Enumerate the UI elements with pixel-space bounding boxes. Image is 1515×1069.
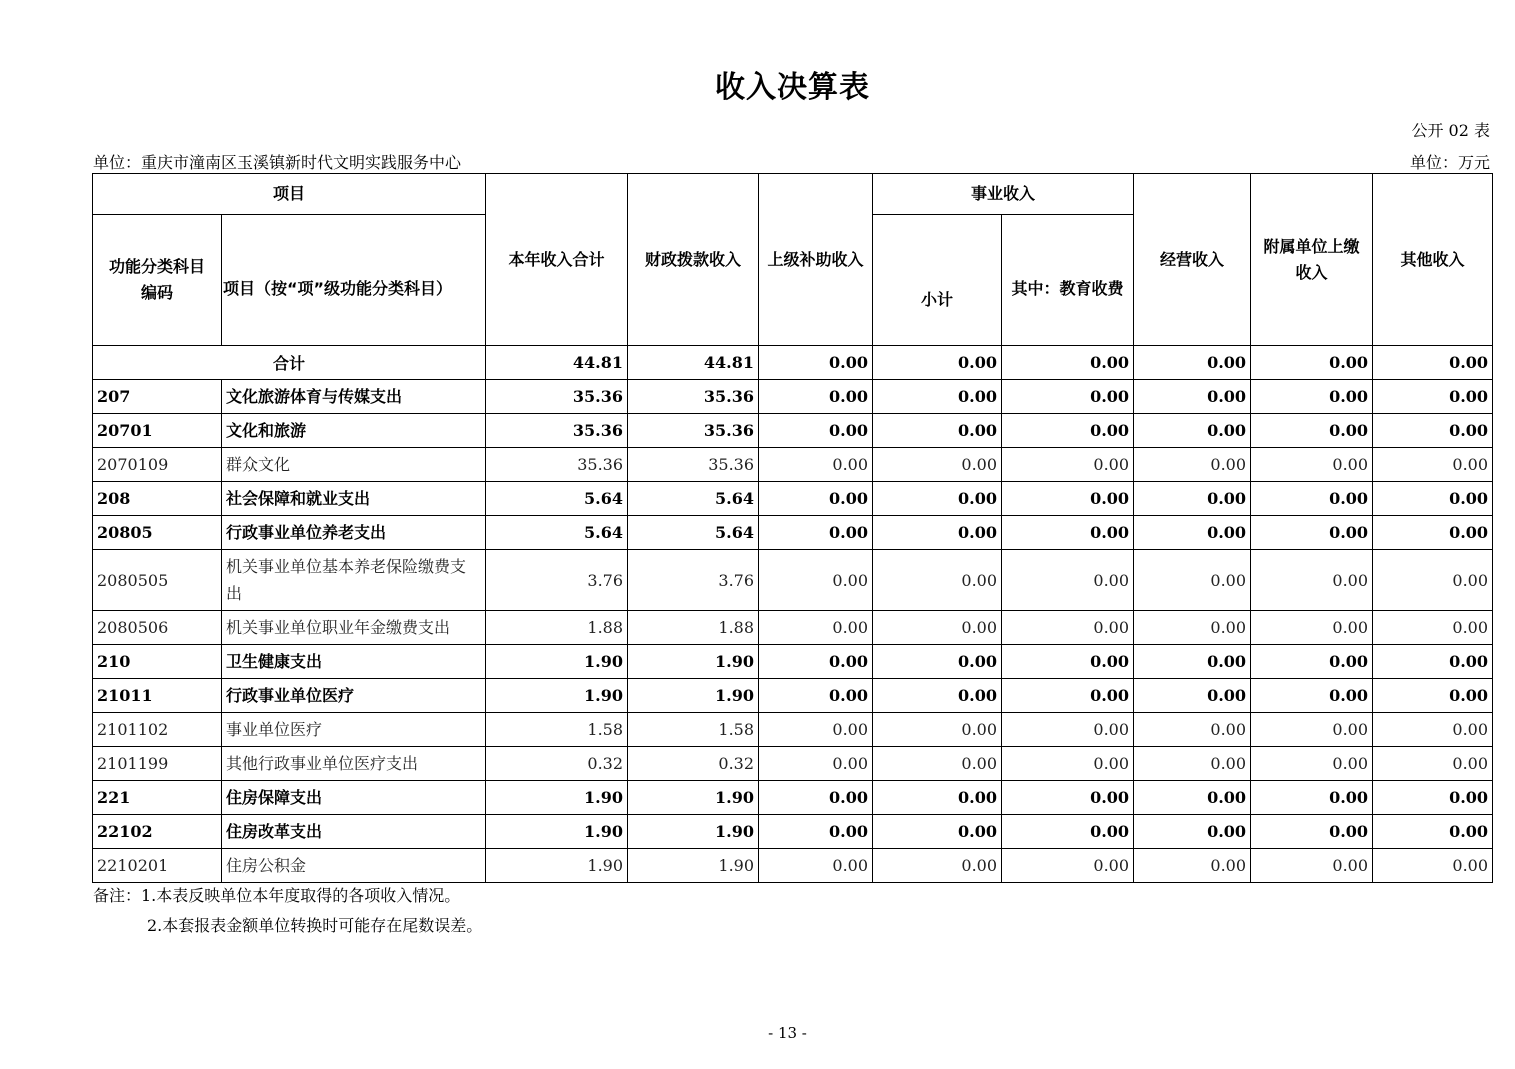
cell-value: 5.64 [486,516,628,550]
form-number: 公开 02 表 [1411,121,1490,140]
cell-code: 22102 [93,815,222,849]
cell-value: 0.00 [1002,747,1134,781]
table-row [93,781,1493,815]
cell-value: 0.00 [759,679,873,713]
income-table [92,173,1493,883]
header-edu-fee: 其中：教育收费 [1002,215,1134,346]
cell-name: 行政事业单位医疗 [222,679,486,713]
cell-value: 1.90 [486,849,628,883]
cell-value: 0.00 [759,414,873,448]
cell-value: 0.00 [1373,611,1493,645]
cell-name: 住房保障支出 [222,781,486,815]
cell-value: 35.36 [628,380,759,414]
cell-value: 0.00 [1251,849,1373,883]
cell-value: 0.00 [759,815,873,849]
cell-value: 0.00 [1373,713,1493,747]
cell-value: 0.00 [1134,482,1251,516]
cell-value: 0.00 [1002,346,1134,380]
cell-value: 0.00 [1002,414,1134,448]
cell-value: 1.88 [486,611,628,645]
cell-value: 0.00 [759,747,873,781]
cell-value: 0.00 [1002,380,1134,414]
cell-value: 1.90 [628,781,759,815]
cell-value: 0.00 [759,611,873,645]
cell-value: 0.00 [873,346,1002,380]
cell-value: 0.00 [873,679,1002,713]
table-body [93,346,1493,883]
cell-value: 0.00 [1373,747,1493,781]
cell-name: 住房公积金 [222,849,486,883]
cell-code: 208 [93,482,222,516]
table-row [93,516,1493,550]
header-func-code [93,215,222,346]
cell-value: 3.76 [628,550,759,611]
cell-value: 0.00 [1373,645,1493,679]
cell-name: 机关事业单位基本养老保险缴费支出 [222,550,486,611]
cell-value: 0.00 [1134,713,1251,747]
header-affiliated-line1: 附属单位上缴 [1263,236,1360,256]
page-number: - 13 - [768,1024,807,1042]
cell-value: 0.00 [873,380,1002,414]
table-row [93,414,1493,448]
header-operating: 经营收入 [1134,174,1251,346]
cell-name: 群众文化 [222,448,486,482]
cell-value: 35.36 [486,448,628,482]
note-1: 备注：1.本表反映单位本年度取得的各项收入情况。 [93,886,461,905]
cell-value: 0.00 [1373,414,1493,448]
cell-value: 5.64 [628,482,759,516]
cell-value: 0.00 [759,516,873,550]
header-affiliated-line2: 收入 [1295,262,1328,282]
cell-value: 0.00 [1134,781,1251,815]
header-superior: 上级补助收入 [759,174,873,346]
cell-value: 0.00 [1002,679,1134,713]
cell-value: 0.00 [1373,781,1493,815]
cell-value: 0.00 [759,713,873,747]
cell-code: 207 [93,380,222,414]
cell-value: 1.58 [628,713,759,747]
cell-value: 0.00 [759,645,873,679]
cell-value: 0.00 [1373,448,1493,482]
cell-value: 0.00 [1373,815,1493,849]
header-subtotal: 小计 [873,215,1002,346]
cell-value: 0.00 [1134,448,1251,482]
cell-value: 0.00 [1002,815,1134,849]
cell-value: 0.00 [1373,550,1493,611]
table-row [93,448,1493,482]
table-row [93,550,1493,611]
table-row [93,849,1493,883]
cell-value: 0.00 [1251,516,1373,550]
table-row [93,380,1493,414]
header-func-code-line1: 功能分类科目 [108,257,205,277]
cell-code: 20701 [93,414,222,448]
cell-name: 住房改革支出 [222,815,486,849]
table-row [93,815,1493,849]
table-row [93,679,1493,713]
cell-value: 35.36 [486,414,628,448]
cell-value: 0.00 [1251,380,1373,414]
cell-name: 其他行政事业单位医疗支出 [222,747,486,781]
cell-value: 0.00 [1251,550,1373,611]
cell-code: 20805 [93,516,222,550]
cell-value: 35.36 [486,380,628,414]
cell-value: 0.00 [1251,781,1373,815]
cell-value: 0.00 [1134,414,1251,448]
cell-value: 0.00 [1251,346,1373,380]
header-fiscal: 财政拨款收入 [628,174,759,346]
cell-value: 0.00 [759,448,873,482]
cell-name: 行政事业单位养老支出 [222,516,486,550]
cell-code: 2080505 [93,550,222,611]
cell-name: 文化和旅游 [222,414,486,448]
cell-value: 0.00 [873,815,1002,849]
cell-value: 0.00 [1251,448,1373,482]
cell-value: 0.00 [1373,679,1493,713]
cell-name: 社会保障和就业支出 [222,482,486,516]
table-row-total [93,346,1493,380]
cell-value: 35.36 [628,448,759,482]
cell-value: 1.90 [628,679,759,713]
cell-value: 0.00 [1002,713,1134,747]
cell-value: 0.00 [1134,645,1251,679]
cell-value: 0.00 [1251,482,1373,516]
cell-value: 0.00 [1251,679,1373,713]
cell-value: 0.00 [1134,747,1251,781]
cell-value: 0.00 [759,482,873,516]
cell-value: 0.00 [759,346,873,380]
cell-value: 1.58 [486,713,628,747]
cell-value: 0.32 [628,747,759,781]
cell-value: 1.90 [486,679,628,713]
cell-value: 1.90 [628,815,759,849]
cell-value: 0.00 [759,781,873,815]
cell-code: 2101199 [93,747,222,781]
cell-value: 44.81 [628,346,759,380]
header-project: 项目 [93,174,486,215]
cell-value: 0.00 [873,713,1002,747]
cell-value: 0.00 [759,849,873,883]
cell-value: 1.90 [486,815,628,849]
cell-value: 0.00 [1002,781,1134,815]
cell-value: 0.00 [1002,611,1134,645]
cell-code: 221 [93,781,222,815]
cell-value: 0.00 [1373,516,1493,550]
cell-value: 0.00 [1373,849,1493,883]
cell-value: 0.00 [1134,849,1251,883]
cell-value: 0.00 [873,645,1002,679]
cell-code: 21011 [93,679,222,713]
header-total-income: 本年收入合计 [486,174,628,346]
cell-value: 0.00 [1134,679,1251,713]
cell-value: 1.90 [486,781,628,815]
header-affiliated [1251,174,1373,346]
cell-value: 0.00 [1002,550,1134,611]
total-label: 合计 [93,346,486,380]
cell-value: 0.00 [1251,414,1373,448]
note-2: 2.本套报表金额单位转换时可能存在尾数误差。 [147,916,483,935]
table-row [93,713,1493,747]
cell-value: 0.00 [1373,482,1493,516]
cell-value: 0.00 [759,380,873,414]
cell-value: 0.00 [873,516,1002,550]
cell-value: 0.00 [1373,346,1493,380]
cell-value: 0.00 [1251,611,1373,645]
cell-value: 0.00 [1134,815,1251,849]
header-other: 其他收入 [1373,174,1493,346]
cell-code: 2210201 [93,849,222,883]
cell-value: 1.90 [486,645,628,679]
header-business: 事业收入 [873,174,1134,215]
cell-code: 210 [93,645,222,679]
cell-name: 文化旅游体育与传媒支出 [222,380,486,414]
page-title: 收入决算表 [715,70,870,105]
table-row [93,645,1493,679]
cell-value: 1.90 [628,849,759,883]
cell-value: 0.00 [1251,645,1373,679]
cell-value: 35.36 [628,414,759,448]
cell-value: 0.00 [1134,611,1251,645]
cell-code: 2101102 [93,713,222,747]
cell-name: 事业单位医疗 [222,713,486,747]
cell-value: 0.00 [1251,713,1373,747]
cell-value: 0.00 [873,482,1002,516]
cell-value: 0.00 [1134,550,1251,611]
cell-value: 0.00 [1002,448,1134,482]
cell-value: 0.32 [486,747,628,781]
cell-code: 2070109 [93,448,222,482]
table-row [93,482,1493,516]
cell-value: 1.88 [628,611,759,645]
cell-name: 卫生健康支出 [222,645,486,679]
cell-value: 0.00 [873,550,1002,611]
cell-value: 0.00 [1134,346,1251,380]
cell-value: 0.00 [1002,849,1134,883]
cell-value: 0.00 [1002,516,1134,550]
cell-value: 0.00 [873,849,1002,883]
cell-value: 0.00 [1002,482,1134,516]
cell-code: 2080506 [93,611,222,645]
cell-value: 5.64 [486,482,628,516]
notes [93,881,482,941]
header-project-name: 项目（按“项”级功能分类科目） [222,215,486,346]
cell-value: 0.00 [873,781,1002,815]
cell-value: 0.00 [1251,747,1373,781]
table-row [93,747,1493,781]
cell-value: 0.00 [873,611,1002,645]
cell-value: 0.00 [873,414,1002,448]
cell-value: 0.00 [1002,645,1134,679]
cell-value: 0.00 [1373,380,1493,414]
cell-value: 44.81 [486,346,628,380]
cell-value: 5.64 [628,516,759,550]
cell-value: 0.00 [1134,380,1251,414]
header-func-code-line2: 编码 [140,283,173,302]
cell-value: 1.90 [628,645,759,679]
cell-value: 0.00 [873,448,1002,482]
cell-value: 0.00 [873,747,1002,781]
table-row [93,611,1493,645]
cell-value: 0.00 [1251,815,1373,849]
cell-value: 0.00 [759,550,873,611]
unit-currency: 单位：万元 [1409,153,1490,172]
cell-name: 机关事业单位职业年金缴费支出 [222,611,486,645]
unit-organization: 单位：重庆市潼南区玉溪镇新时代文明实践服务中心 [93,153,462,172]
cell-value: 0.00 [1134,516,1251,550]
cell-value: 3.76 [486,550,628,611]
